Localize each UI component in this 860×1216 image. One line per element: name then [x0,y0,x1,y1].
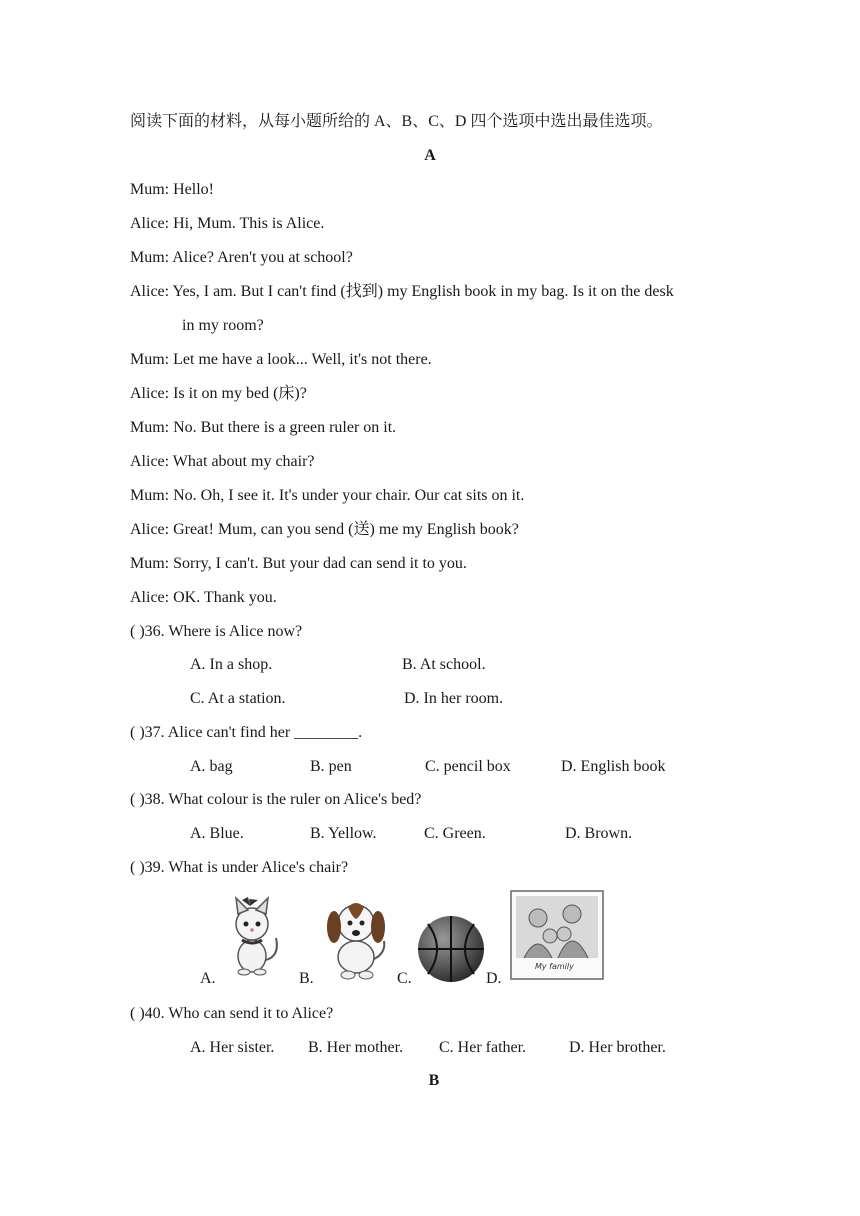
q37-option-d[interactable]: D. English book [561,758,666,775]
q36-option-c[interactable]: C. At a station. [190,690,286,707]
dialogue-line: Alice: Yes, I am. But I can't find (找到) my English book in my bag. Is it on the desk [130,283,674,300]
dialogue-line: Mum: Alice? Aren't you at school? [130,249,353,266]
question-36-stem: ( )36. Where is Alice now? [130,623,303,640]
dialogue-line: Alice: What about my chair? [130,453,315,470]
q37-option-c[interactable]: C. pencil box [425,758,511,775]
q40-option-b[interactable]: B. Her mother. [308,1039,404,1056]
dialogue-line: Mum: Let me have a look... Well, it's not there. [130,351,432,368]
section-a-title: A [424,147,436,164]
dialogue-line: Mum: No. Oh, I see it. It's under your chair. Our cat sits on it. [130,487,525,504]
dialogue-line: Mum: Hello! [130,181,214,198]
q36-option-d[interactable]: D. In her room. [404,690,504,707]
dialogue-line: Alice: Is it on my bed (床)? [130,385,307,402]
dialogue-line: Mum: Sorry, I can't. But your dad can send it to you. [130,555,467,572]
q40-option-c[interactable]: C. Her father. [439,1039,527,1056]
q39-option-b[interactable]: B. [299,970,314,987]
section-b-title: B [428,1072,440,1089]
q36-option-a[interactable]: A. In a shop. [190,656,273,673]
q38-option-a[interactable]: A. Blue. [190,825,244,842]
dialogue-line: Alice: Great! Mum, can you send (送) me my English book? [130,521,519,538]
dialogue-line: in my room? [182,317,264,334]
q40-option-d[interactable]: D. Her brother. [569,1039,666,1056]
q37-option-a[interactable]: A. bag [190,758,233,775]
instructions: 阅读下面的材料，从每小题所给的 A、B、C、D 四个选项中选出最佳选项。 [130,113,663,130]
question-38-stem: ( )38. What colour is the ruler on Alice's bed? [130,791,422,808]
q39-option-d[interactable]: D. [486,970,502,987]
dialogue-line: Mum: No. But there is a green ruler on it. [130,419,397,436]
q40-option-a[interactable]: A. Her sister. [190,1039,275,1056]
q37-option-b[interactable]: B. pen [310,758,352,775]
q36-option-b[interactable]: B. At school. [402,656,486,673]
q38-option-d[interactable]: D. Brown. [565,825,633,842]
q38-option-b[interactable]: B. Yellow. [310,825,377,842]
cat-icon [222,890,284,978]
q38-option-c[interactable]: C. Green. [424,825,486,842]
q39-option-c[interactable]: C. [397,970,412,987]
question-39-stem: ( )39. What is under Alice's chair? [130,859,349,876]
photo-caption: My family [535,962,574,971]
dialogue-line: Alice: Hi, Mum. This is Alice. [130,215,325,232]
question-40-stem: ( )40. Who can send it to Alice? [130,1005,334,1022]
basketball-icon [416,914,486,984]
dog-icon [318,893,394,981]
question-37-stem: ( )37. Alice can't find her ________. [130,724,363,741]
dialogue-line: Alice: OK. Thank you. [130,589,277,606]
q39-option-a[interactable]: A. [200,970,216,987]
